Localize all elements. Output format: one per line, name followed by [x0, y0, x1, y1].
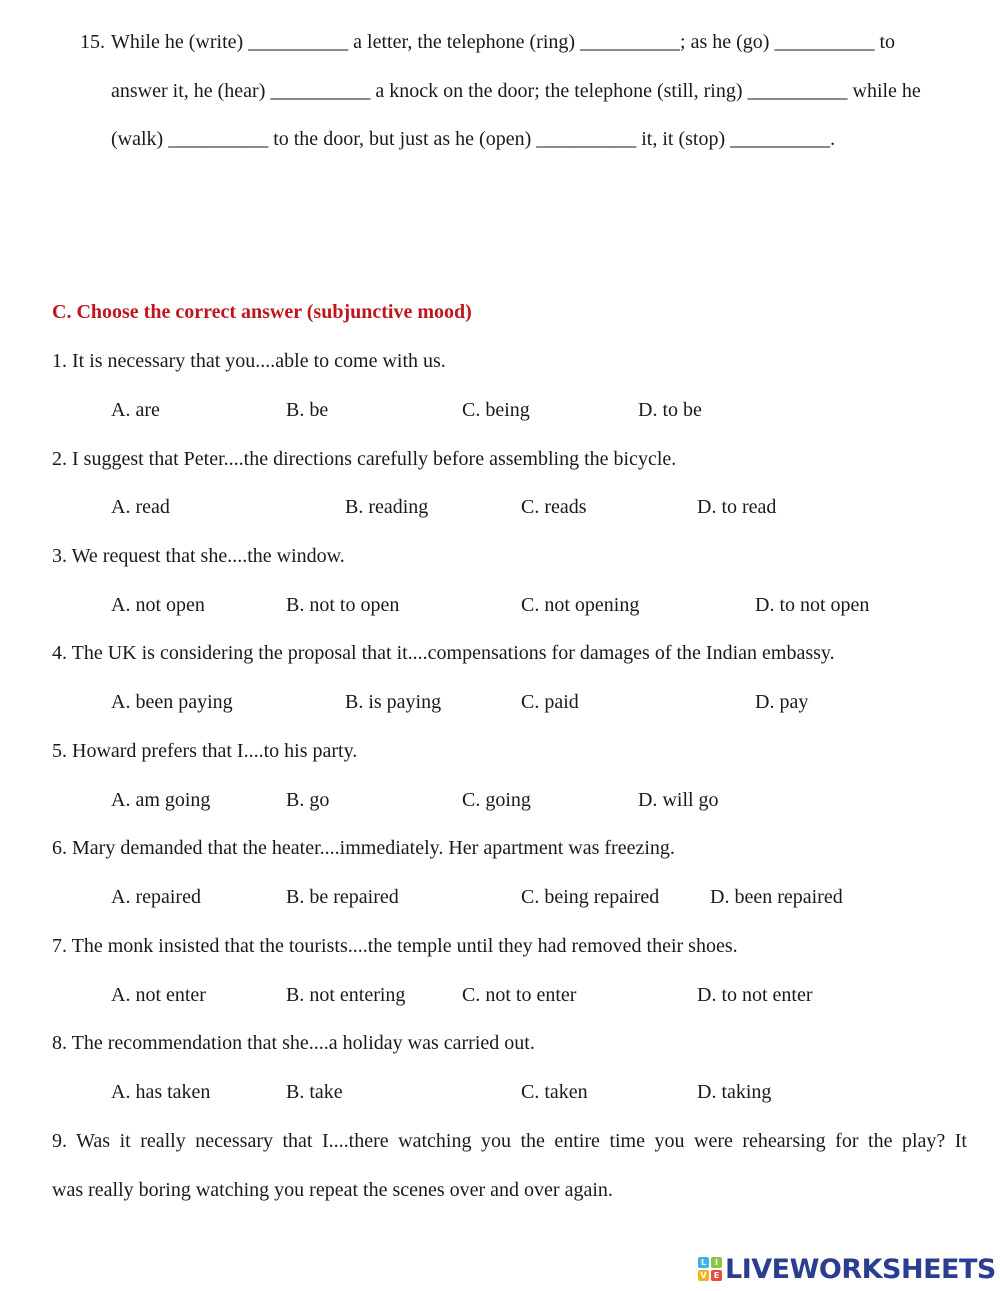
question-1-option-a: A. are [111, 399, 160, 421]
question-1: 1. It is necessary that you....able to come with us. [52, 350, 446, 372]
question-2: 2. I suggest that Peter....the directions carefully before assembling the bicycle. [52, 448, 677, 470]
question-6-option-b: B. be repaired [286, 886, 399, 908]
question-7-option-c: C. not to enter [462, 984, 577, 1006]
logo-block-e: E [711, 1270, 722, 1281]
question-7-option-a: A. not enter [111, 984, 206, 1006]
question-3-option-a: A. not open [111, 594, 205, 616]
question-15-number: 15. [80, 31, 105, 53]
question-8-option-d: D. taking [697, 1081, 772, 1103]
question-4-option-d: D. pay [755, 691, 809, 713]
question-1-option-b: B. be [286, 399, 329, 421]
question-1-option-c: C. being [462, 399, 530, 421]
question-7: 7. The monk insisted that the tourists....the temple until they had removed their shoes. [52, 935, 738, 957]
question-15-line-1: While he (write) __________ a letter, the telephone (ring) __________; as he (go) __________ to [111, 31, 896, 53]
question-5-option-d: D. will go [638, 789, 719, 811]
liveworksheets-logo [698, 1253, 996, 1285]
question-15-line-3: (walk) __________ to the door, but just as he (open) __________ it, it (stop) __________. [111, 128, 836, 150]
question-4-option-b: B. is paying [345, 691, 442, 713]
question-4-option-c: C. paid [521, 691, 579, 713]
question-2-option-b: B. reading [345, 496, 429, 518]
question-8: 8. The recommendation that she....a holiday was carried out. [52, 1032, 535, 1054]
question-7-option-d: D. to not enter [697, 984, 813, 1006]
question-5-option-b: B. go [286, 789, 330, 811]
question-6-option-d: D. been repaired [710, 886, 843, 908]
question-4-option-a: A. been paying [111, 691, 233, 713]
question-5-option-c: C. going [462, 789, 531, 811]
logo-blocks-icon [698, 1257, 722, 1281]
question-6: 6. Mary demanded that the heater....immediately. Her apartment was freezing. [52, 837, 675, 859]
logo-block-v: V [698, 1270, 709, 1281]
question-7-option-b: B. not entering [286, 984, 406, 1006]
question-9-line-1: 9. Was it really necessary that I....there watching you the entire time you were rehearsing for the play? It [52, 1130, 967, 1152]
question-5: 5. Howard prefers that I....to his party. [52, 740, 358, 762]
question-3: 3. We request that she....the window. [52, 545, 345, 567]
question-2-option-a: A. read [111, 496, 170, 518]
question-2-option-d: D. to read [697, 496, 777, 518]
question-3-option-b: B. not to open [286, 594, 400, 616]
question-9-line-2: was really boring watching you repeat the scenes over and over again. [52, 1179, 613, 1201]
question-8-option-c: C. taken [521, 1081, 588, 1103]
question-2-option-c: C. reads [521, 496, 587, 518]
question-4: 4. The UK is considering the proposal that it....compensations for damages of the Indian embassy. [52, 642, 835, 664]
logo-block-l: L [698, 1257, 709, 1268]
question-3-option-c: C. not opening [521, 594, 640, 616]
logo-text: LIVEWORKSHEETS [725, 1253, 996, 1285]
question-6-option-c: C. being repaired [521, 886, 660, 908]
question-8-option-a: A. has taken [111, 1081, 211, 1103]
section-c-heading: C. Choose the correct answer (subjunctive mood) [52, 301, 472, 323]
question-6-option-a: A. repaired [111, 886, 201, 908]
logo-block-i: I [711, 1257, 722, 1268]
question-15-line-2: answer it, he (hear) __________ a knock on the door; the telephone (still, ring) __________ while he [111, 80, 921, 102]
question-8-option-b: B. take [286, 1081, 343, 1103]
question-3-option-d: D. to not open [755, 594, 870, 616]
question-5-option-a: A. am going [111, 789, 211, 811]
question-1-option-d: D. to be [638, 399, 702, 421]
